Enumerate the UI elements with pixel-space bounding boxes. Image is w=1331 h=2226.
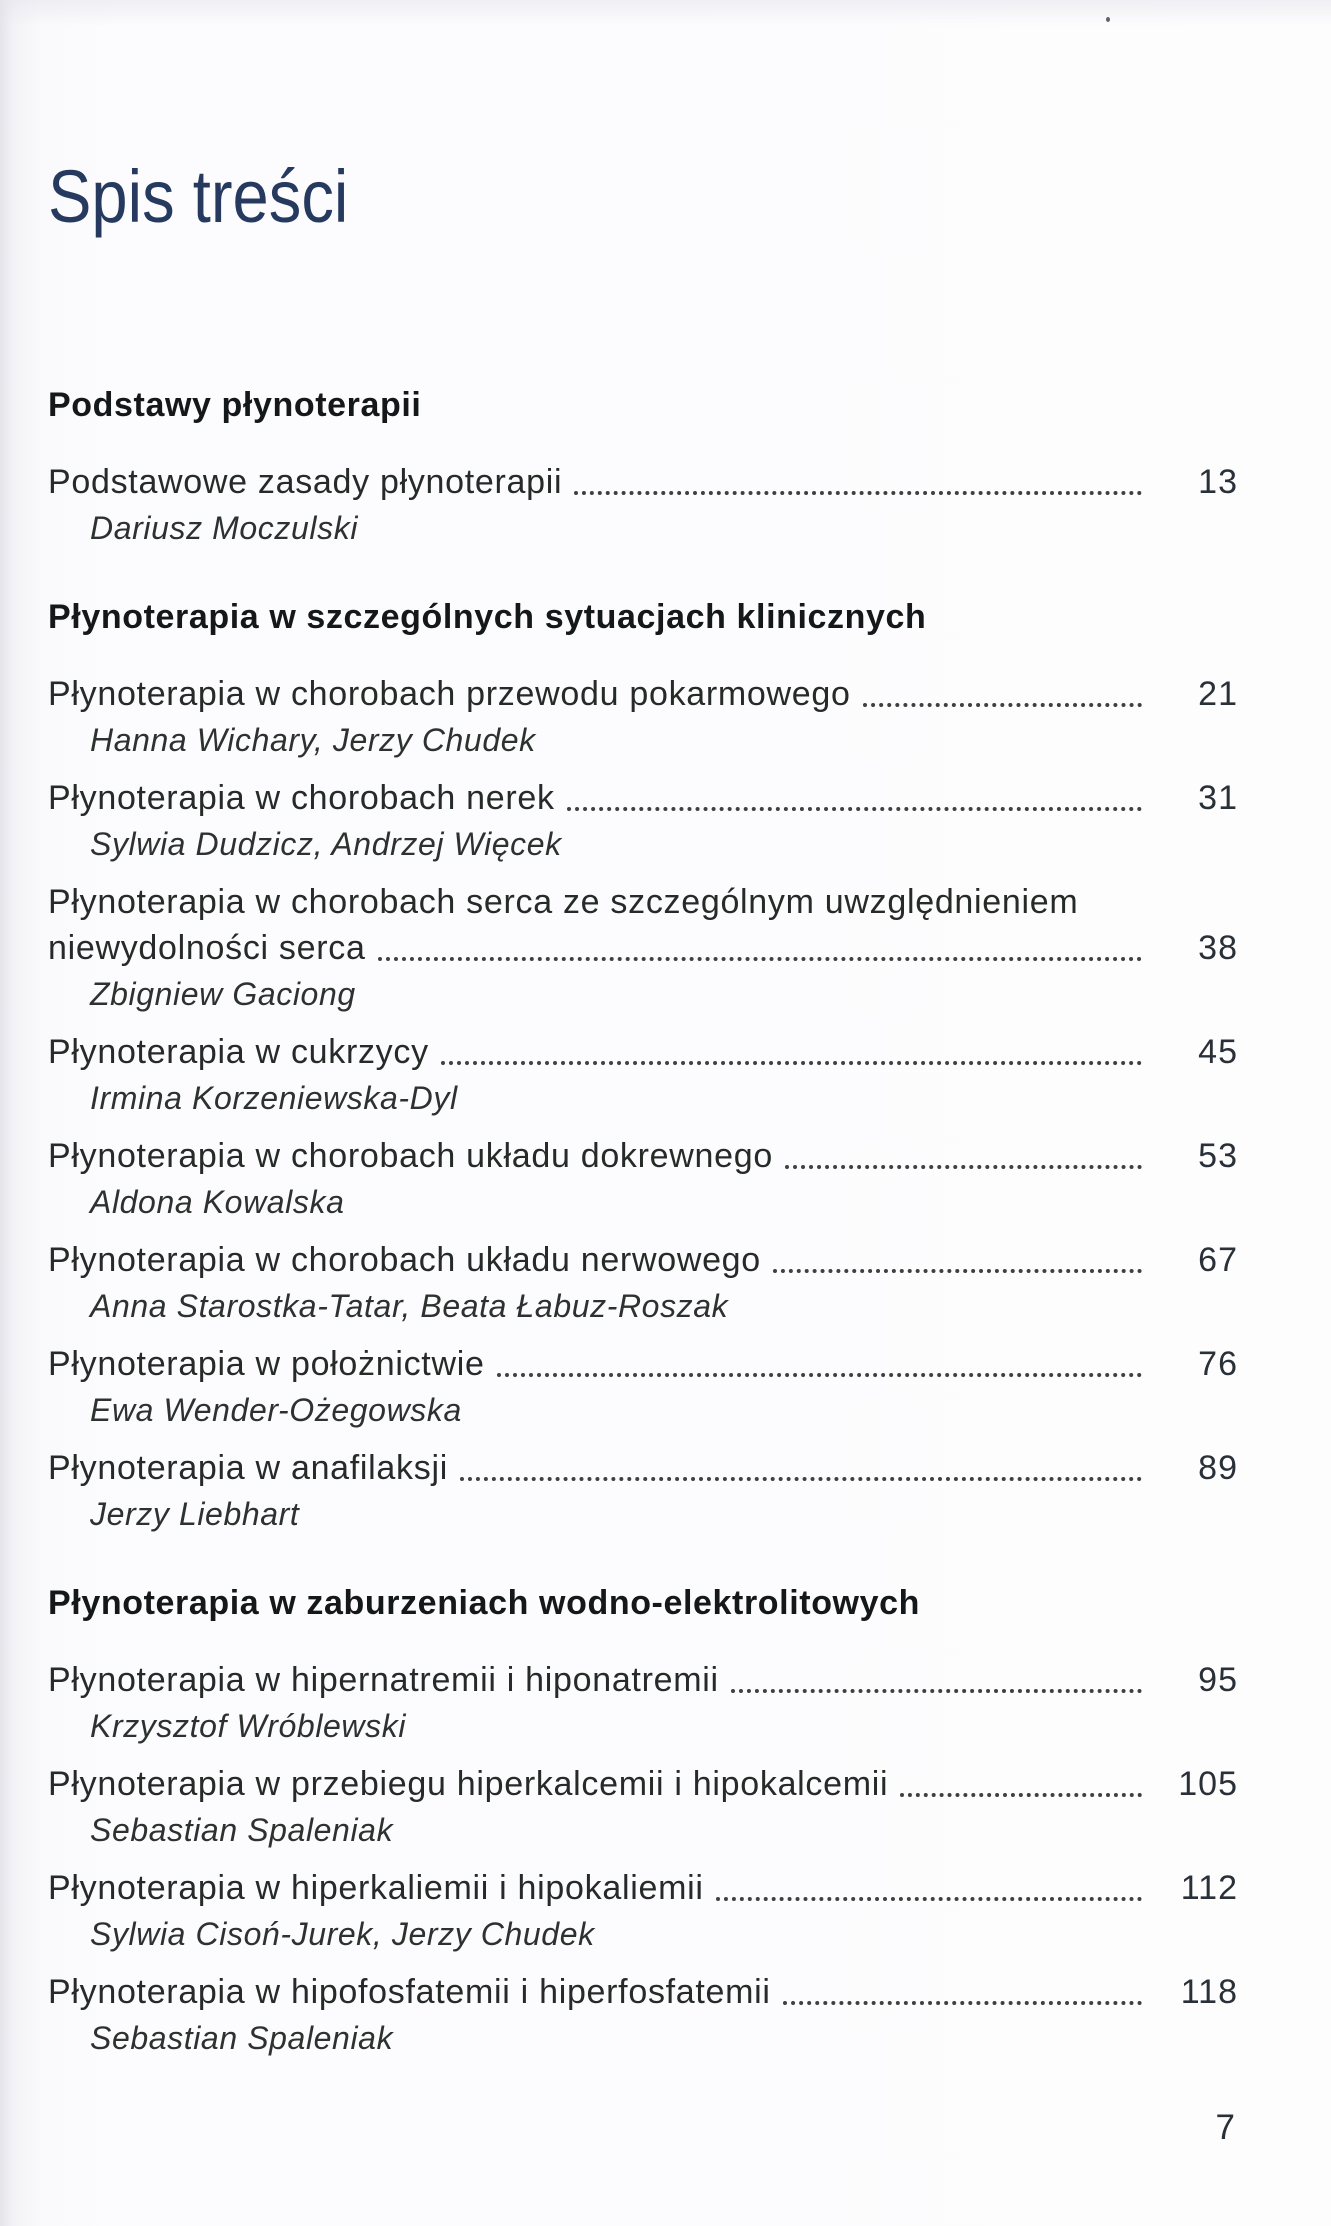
toc-entry: [48, 1969, 1238, 2061]
dot-leader: [378, 957, 1142, 961]
entry-authors: Anna Starostka-Tatar, Beata Łabuz-Roszak: [90, 1288, 729, 1325]
entry-page-number: 76: [1198, 1345, 1238, 1384]
dot-leader: [574, 491, 1142, 495]
entry-title-line2: niewydolności serca: [48, 929, 366, 968]
entry-authors: Ewa Wender-Ożegowska: [90, 1392, 462, 1429]
section-heading: Podstawy płynoterapii: [48, 386, 422, 425]
entry-authors: Sebastian Spaleniak: [90, 1812, 394, 1849]
entry-authors: Aldona Kowalska: [90, 1184, 345, 1221]
entry-title: Podstawowe zasady płynoterapii: [48, 463, 563, 502]
entry-page-number: 67: [1198, 1241, 1238, 1280]
entry-authors: Dariusz Moczulski: [90, 510, 359, 547]
entry-authors: Hanna Wichary, Jerzy Chudek: [90, 722, 536, 759]
entry-page-number: 105: [1178, 1765, 1238, 1804]
entry-authors: Irmina Korzeniewska-Dyl: [90, 1080, 458, 1117]
entry-page-number: 13: [1198, 463, 1238, 502]
toc-entry: [48, 1761, 1238, 1853]
dot-leader: [863, 703, 1142, 707]
entry-title: Płynoterapia w hipofosfatemii i hiperfosfatemii: [48, 1973, 771, 2012]
entry-page-number: 21: [1198, 675, 1238, 714]
entry-title: Płynoterapia w chorobach układu dokrewnego: [48, 1137, 773, 1176]
entry-title: Płynoterapia w hiperkaliemii i hipokaliemii: [48, 1869, 704, 1908]
entry-authors: Sylwia Cisoń-Jurek, Jerzy Chudek: [90, 1916, 595, 1953]
dot-leader: [783, 2001, 1142, 2005]
scan-speck-artifact: [1106, 17, 1110, 22]
toc-section: [48, 594, 1238, 1537]
entry-page-number: 31: [1198, 779, 1238, 818]
section-heading: Płynoterapia w szczególnych sytuacjach klinicznych: [48, 598, 927, 637]
page-title: Spis treści: [48, 154, 349, 238]
entry-title: Płynoterapia w anafilaksji: [48, 1449, 448, 1488]
dot-leader: [567, 807, 1142, 811]
entry-title: Płynoterapia w chorobach układu nerwowego: [48, 1241, 761, 1280]
toc-entry: [48, 671, 1238, 763]
entry-title: Płynoterapia w chorobach przewodu pokarmowego: [48, 675, 851, 714]
toc-entry: [48, 1341, 1238, 1433]
toc-entry: [48, 1865, 1238, 1957]
dot-leader: [900, 1793, 1142, 1797]
toc-entry: [48, 1029, 1238, 1121]
toc-section: [48, 382, 1238, 551]
entry-page-number: 38: [1198, 929, 1238, 968]
toc-entry: [48, 1445, 1238, 1537]
dot-leader: [773, 1269, 1142, 1273]
entry-title: Płynoterapia w cukrzycy: [48, 1033, 429, 1072]
page-number: 7: [1215, 2108, 1235, 2147]
dot-leader: [731, 1689, 1142, 1693]
toc-entry: [48, 1237, 1238, 1329]
toc-section: [48, 1580, 1238, 2061]
entry-title: Płynoterapia w chorobach nerek: [48, 779, 555, 818]
dot-leader: [785, 1165, 1142, 1169]
entry-title: Płynoterapia w przebiegu hiperkalcemii i hipokalcemii: [48, 1765, 889, 1804]
entry-authors: Jerzy Liebhart: [90, 1496, 300, 1533]
dot-leader: [716, 1897, 1142, 1901]
entry-title: Płynoterapia w hipernatremii i hiponatremii: [48, 1661, 719, 1700]
dot-leader: [441, 1061, 1142, 1065]
entry-authors: Krzysztof Wróblewski: [90, 1708, 407, 1745]
entry-authors: Sylwia Dudzicz, Andrzej Więcek: [90, 826, 562, 863]
toc-entry: [48, 1657, 1238, 1749]
entry-page-number: 53: [1198, 1137, 1238, 1176]
entry-page-number: 89: [1198, 1449, 1238, 1488]
entry-page-number: 118: [1180, 1973, 1238, 2012]
entry-authors: Zbigniew Gaciong: [90, 976, 356, 1013]
entry-page-number: 45: [1198, 1033, 1238, 1072]
toc-entry: [48, 879, 1238, 1017]
entry-page-number: 95: [1198, 1661, 1238, 1700]
entry-title: Płynoterapia w położnictwie: [48, 1345, 485, 1384]
entry-page-number: 112: [1180, 1869, 1238, 1908]
entry-authors: Sebastian Spaleniak: [90, 2020, 394, 2057]
toc-entry: [48, 775, 1238, 867]
toc-entry: [48, 459, 1238, 551]
section-heading: Płynoterapia w zaburzeniach wodno-elektrolitowych: [48, 1584, 920, 1623]
dot-leader: [497, 1373, 1142, 1377]
dot-leader: [460, 1477, 1142, 1481]
entry-title-line1: Płynoterapia w chorobach serca ze szczególnym uwzględnieniem: [48, 883, 1079, 922]
toc-entry: [48, 1133, 1238, 1225]
